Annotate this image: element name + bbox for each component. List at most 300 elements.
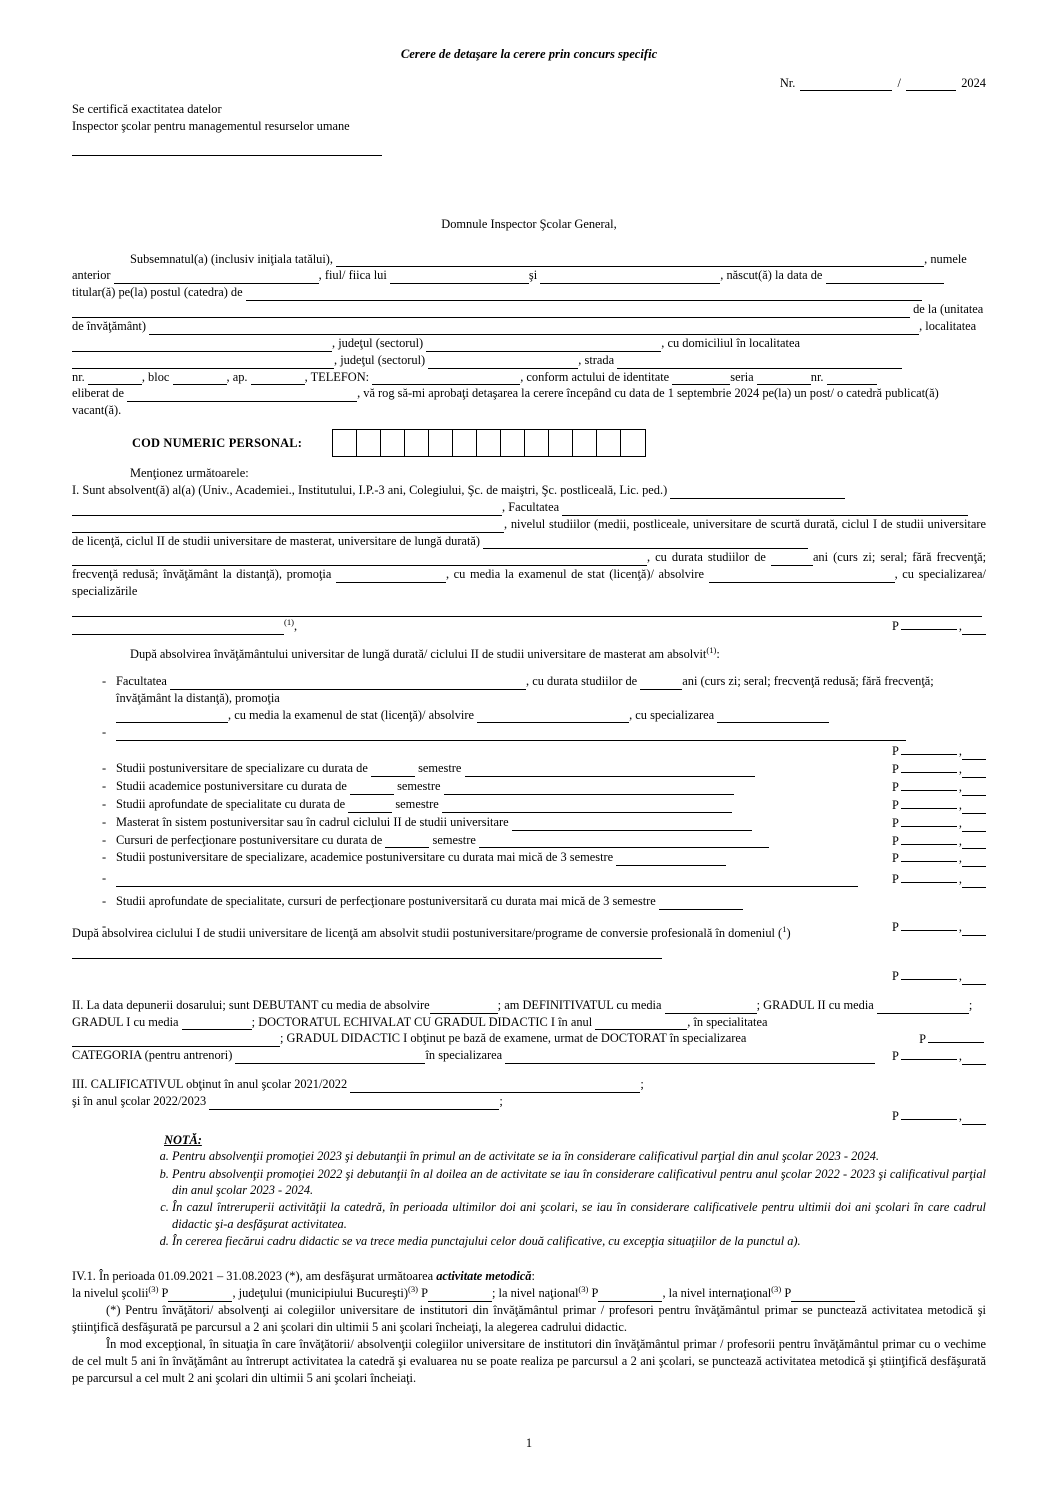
list-item — [102, 814, 986, 831]
intro-l6b: , cu domiciliul în localitatea — [661, 335, 800, 350]
intro-line-1 — [72, 251, 986, 268]
doctorat-year-blank[interactable] — [595, 1017, 687, 1030]
intro-l8e: , conform actului de identitate — [520, 369, 670, 384]
bullet-3-text-a: Masterat în sistem postuniversitar sau în cadrul ciclului II de studii universitare — [116, 814, 509, 829]
detail-blank[interactable] — [116, 874, 858, 887]
bullet-0-text-a: Studii postuniversitare de specializare cu durata de — [116, 761, 368, 776]
bullet-faculty-b: , cu durata studiilor de — [526, 673, 638, 688]
section2-l4a: CATEGORIA (pentru antrenori) — [72, 1048, 233, 1063]
promotion-blank[interactable] — [336, 570, 446, 583]
telephone-blank[interactable] — [372, 372, 520, 385]
cnp-digit[interactable] — [381, 430, 405, 456]
nota-item: b. Pentru absolvenţii promoţiei 2022 şi debutanţii în al doilea an de activitate se iau în considerare calificativul pentru anul şcolar 2022 - 2023 şi calificativul parţial din anul şcolar 2023 - 2024. — [172, 1166, 986, 1199]
intro-l8c: , ap. — [226, 369, 248, 384]
points-blank[interactable] — [901, 742, 957, 755]
section3-line-1 — [72, 1076, 986, 1093]
intro-line-4 — [72, 301, 986, 318]
bullet-faculty-a: Facultatea — [116, 673, 167, 688]
detail-blank[interactable] — [659, 897, 743, 910]
section1-line-2 — [72, 499, 986, 516]
list-item — [102, 760, 986, 777]
intro-l7b: , strada — [578, 352, 615, 367]
section2-l1a: II. La data depunerii dosarului; sunt DEBUTANT cu media de absolvire — [72, 997, 430, 1012]
bullet-5-text-a: Studii postuniversitare de specializare, academice postuniversitare cu durata mai mică de 3 semestre — [116, 850, 614, 865]
gradul2-grade-blank[interactable] — [877, 1001, 969, 1014]
semesters-blank[interactable] — [385, 835, 429, 848]
points-label: P — [891, 920, 899, 935]
intro-line-3 — [72, 284, 986, 301]
cnp-digit[interactable] — [597, 430, 621, 456]
gradul1-grade-blank[interactable] — [182, 1017, 252, 1030]
mentions-header-line — [72, 465, 986, 482]
nr-label: Nr. — [779, 75, 796, 90]
points-blank[interactable] — [901, 918, 957, 931]
faculty2-years-blank[interactable] — [640, 677, 682, 690]
points-comma: , — [958, 797, 962, 812]
intro-l1b: , numele — [924, 251, 967, 266]
cnp-digit[interactable] — [357, 430, 381, 456]
nr-blank[interactable] — [800, 78, 892, 91]
intro-l8b: , bloc — [141, 369, 170, 384]
section1-line-6 — [72, 617, 986, 635]
section4-l2b: P — [161, 1286, 169, 1301]
points-entry — [892, 760, 986, 778]
points-label: P — [891, 797, 899, 812]
section4-l2e: ; la nivel naţional — [492, 1286, 579, 1301]
points-decimal-blank[interactable] — [962, 972, 986, 985]
intro-line-2 — [72, 267, 986, 284]
category-specialization-blank[interactable] — [505, 1051, 875, 1064]
section4-l2f: P — [591, 1286, 599, 1301]
detail-blank[interactable] — [479, 835, 769, 848]
section4-l1c: : — [531, 1268, 535, 1283]
points-decimal-blank[interactable] — [962, 923, 986, 936]
footnote-marker: (1) — [284, 616, 295, 627]
intro-line-7 — [72, 352, 986, 369]
faculty-blank[interactable] — [562, 503, 968, 516]
section2-l1d: ; — [968, 997, 973, 1012]
points-label: P — [891, 780, 899, 795]
points-label: P — [891, 872, 899, 887]
section3-line-2 — [72, 1093, 986, 1124]
points-entry — [892, 832, 986, 850]
points-decimal-blank[interactable] — [962, 1112, 986, 1125]
duration-a: , cu durata studiilor de — [647, 550, 766, 565]
points-blank[interactable] — [901, 617, 957, 630]
cnp-digit[interactable] — [429, 430, 453, 456]
section1-line-4 — [72, 549, 986, 600]
section4-line-1 — [72, 1268, 986, 1285]
national-points-blank[interactable] — [598, 1289, 662, 1302]
points-label: P — [891, 833, 899, 848]
cnp-digit[interactable] — [477, 430, 501, 456]
points-entry — [892, 814, 986, 832]
post-blank-2[interactable] — [72, 305, 910, 318]
father-name-blank[interactable] — [390, 271, 529, 284]
section4-line-2 — [72, 1284, 986, 1302]
list-item-faculty — [102, 673, 986, 724]
footnote-comma: , — [294, 619, 298, 634]
points-entry — [892, 870, 986, 888]
studies-list — [72, 673, 986, 741]
cnp-section — [132, 429, 986, 457]
nota-item: c. În cazul întreruperii activităţii la catedră, în perioada ultimilor doi ani şcolari, se iau în considerare calificativele pentru ultimii doi ani şcolari în care cadrul didactic şi-a desfăşurat activitatea. — [172, 1199, 986, 1232]
section1-intro-line — [72, 482, 986, 499]
points-entry — [892, 849, 986, 867]
points-blank[interactable] — [901, 814, 957, 827]
page-number: 1 — [525, 1435, 533, 1450]
detail-blank[interactable] — [512, 818, 752, 831]
points-blank[interactable] — [901, 967, 957, 980]
section4-paragraph-1: (*) Pentru învăţători/ absolvenţi ai colegiilor universitare de institutori din învăţământul primar / profesori pentru învăţământul primar se punctează activitatea metodică şi ştiinţifică desfăşurată pe parcursul a 2 ani şcolari din ultimii 5 ani şcolari încheiaţi, la alegerea cadrului didactic. — [72, 1303, 986, 1335]
points-entry — [892, 1047, 986, 1065]
intro-line-6 — [72, 335, 986, 352]
cnp-digit[interactable] — [549, 430, 573, 456]
section2-l2b: ; DOCTORATUL ECHIVALAT CU GRADUL DIDACTIC I în anul — [251, 1014, 593, 1029]
cnp-label: COD NUMERIC PERSONAL: — [132, 435, 303, 450]
points-decimal-blank[interactable] — [962, 622, 986, 635]
intro-l8d: , TELEFON: — [304, 369, 370, 384]
bullet-2-text-b: semestre — [395, 796, 439, 811]
points-decimal-blank[interactable] — [962, 819, 986, 832]
section4-sup1: (3) — [148, 1284, 159, 1295]
section1-intro: I. Sunt absolvent(ă) al(a) (Univ., Academiei., Institutului, I.P.-3 ani, Colegiului, Şc. de maiştri, Şc. postliceală, Lic. ped.) — [72, 483, 668, 498]
section2-l2a: GRADUL I cu media — [72, 1014, 179, 1029]
section2-block — [72, 997, 986, 1064]
previous-name-blank[interactable] — [114, 271, 319, 284]
points-blank[interactable] — [901, 778, 957, 791]
points-entry — [892, 796, 986, 814]
cnp-boxes[interactable] — [332, 429, 646, 457]
semesters-blank[interactable] — [350, 782, 394, 795]
bullet-1-text-b: semestre — [397, 779, 441, 794]
duration-d: , cu specializarea/ specializările — [72, 567, 986, 599]
bullet-1-text-a: Studii academice postuniversitare cu durata de — [116, 779, 347, 794]
mother-name-blank[interactable] — [540, 271, 720, 284]
section3-l2b: ; — [499, 1094, 503, 1109]
list-item — [102, 893, 986, 910]
nr-date-blank[interactable] — [906, 78, 956, 91]
points-decimal-blank[interactable] — [962, 854, 986, 867]
points-comma: , — [958, 815, 962, 830]
certification-signature-line[interactable] — [72, 141, 382, 156]
intro-l9b: , vă rog să-mi aprobaţi detaşarea la cerere începând cu data de 1 septembrie 2024 pe(la) un post/ o catedră publicat(ă) — [357, 386, 939, 401]
home-locality-blank[interactable] — [72, 356, 334, 369]
intro-l3a: titular(ă) pe(la) postul (catedra) de — [72, 285, 243, 300]
years-blank[interactable] — [771, 553, 813, 566]
bullet-faculty-d: , cu media la examenul de stat (licenţă)/ absolvire — [228, 707, 474, 722]
after-long-studies-colon: : — [716, 647, 720, 662]
points-blank[interactable] — [901, 870, 957, 883]
after-cycle1-line-1 — [72, 924, 986, 942]
locality-blank[interactable] — [72, 339, 332, 352]
list-item-cont — [102, 870, 986, 887]
faculty2-promotion-blank[interactable] — [116, 710, 228, 723]
issued-by-blank[interactable] — [127, 389, 357, 402]
points-decimal-blank[interactable] — [962, 875, 986, 888]
intro-l2b: , fiul/ fiica lui — [318, 268, 387, 283]
cnp-digit[interactable] — [621, 430, 645, 456]
after-long-studies-sup: (1) — [706, 644, 717, 655]
school-unit-blank[interactable] — [149, 322, 919, 335]
cnp-digit[interactable] — [405, 430, 429, 456]
points-entry — [892, 617, 986, 635]
list-item — [102, 796, 986, 813]
after-cycle1-line-2 — [72, 942, 986, 959]
after-long-studies-text: După absolvirea învăţământului universitar de lungă durată/ ciclului II de studii universitare de masterat am absolvit — [130, 647, 707, 662]
spacer — [72, 160, 986, 216]
points-label: P — [891, 618, 899, 633]
specialization-blank-2[interactable] — [72, 622, 284, 635]
nota-title: NOTĂ: — [164, 1132, 202, 1147]
bullet-2-text-a: Studii aprofundate de specialitate cu durata de — [116, 796, 346, 811]
points-label: P — [891, 762, 899, 777]
points-comma: , — [958, 920, 962, 935]
bullet-faculty-c: ani (curs zi; seral; frecvenţă redusă; fără frecvenţă; învăţământ la distanţă), promoţia — [116, 673, 934, 705]
block-blank[interactable] — [173, 372, 227, 385]
level-blank-2[interactable] — [72, 553, 647, 566]
post-blank[interactable] — [246, 288, 922, 301]
intro-block — [72, 251, 986, 420]
document-year: 2024 — [961, 75, 986, 90]
points-decimal-blank[interactable] — [962, 1052, 986, 1065]
points-entry — [919, 1030, 986, 1048]
level-blank[interactable] — [483, 536, 808, 549]
mentions-header: Menţionez următoarele: — [130, 466, 249, 481]
faculty-label: , Facultatea — [502, 499, 560, 514]
detail-blank[interactable] — [444, 782, 734, 795]
intro-l8g: nr. — [810, 369, 824, 384]
school-points-blank[interactable] — [168, 1289, 232, 1302]
section2-line-1 — [72, 997, 986, 1014]
full-name-blank[interactable] — [336, 254, 924, 267]
doctorat-specialty-blank[interactable] — [72, 1034, 280, 1047]
points-decimal-blank[interactable] — [962, 765, 986, 778]
section2-l4b: în specializarea — [425, 1048, 503, 1063]
points-comma: , — [958, 968, 962, 983]
section4-sup3: (3) — [578, 1284, 589, 1295]
section3-block — [72, 1076, 986, 1124]
points-comma: , — [958, 744, 962, 759]
section4-l2c: , judeţului (municipiului Bucureşti) — [232, 1286, 408, 1301]
nota-item: a. Pentru absolvenţii promoţiei 2023 şi debutanţii în primul an de activitate se ia în considerare calificativul parţial din anul şcolar 2023 - 2024. — [172, 1148, 986, 1164]
section2-line-2 — [72, 1014, 986, 1031]
intro-l2c: şi — [528, 268, 538, 283]
points-blank[interactable] — [901, 849, 957, 862]
street-blank[interactable] — [617, 356, 902, 369]
detail-blank[interactable] — [442, 800, 732, 813]
points-line-faculty — [72, 742, 986, 760]
after-cycle1-a: După absolvirea ciclului I de studii universitare de licenţă am absolvit studii postuniversitare/programe de conversie profesională în domeniul ( — [72, 926, 783, 941]
debutant-grade-blank[interactable] — [430, 1001, 498, 1014]
nr-separator: / — [897, 75, 901, 90]
section4-l2d: P — [421, 1286, 429, 1301]
section2-l3a: ; GRADUL DIDACTIC I obţinut pe bază de examene, urmat de DOCTORAT în specializarea — [280, 1031, 747, 1046]
intro-line-8 — [72, 369, 986, 386]
faculty2-specialization-blank[interactable] — [717, 710, 829, 723]
section1-line-5 — [72, 600, 986, 617]
nota-block — [72, 1132, 986, 1250]
duration-c: , cu media la examenul de stat (licenţă)/ absolvire — [445, 567, 704, 582]
id-type-blank[interactable] — [672, 372, 730, 385]
points-label: P — [891, 851, 899, 866]
birth-date-blank[interactable] — [826, 271, 944, 284]
points-comma: , — [958, 1049, 962, 1064]
institution-blank-2[interactable] — [72, 503, 502, 516]
cnp-digit[interactable] — [573, 430, 597, 456]
detail-blank[interactable] — [616, 853, 726, 866]
points-decimal-blank[interactable] — [962, 783, 986, 796]
points-decimal-blank[interactable] — [962, 747, 986, 760]
section4-l2a: la nivelul şcolii — [72, 1286, 149, 1301]
section4-block — [72, 1268, 986, 1387]
intro-l8a: nr. — [72, 369, 85, 384]
points-label: P — [891, 968, 899, 983]
section4-l2g: , la nivel internaţional — [662, 1286, 772, 1301]
intro-l1a: Subsemnatul(a) (inclusiv iniţiala tatălui), — [130, 251, 334, 266]
points-label: P — [891, 744, 899, 759]
intro-l2a: anterior — [72, 268, 111, 283]
cnp-digit[interactable] — [501, 430, 525, 456]
document-number-row — [72, 75, 986, 91]
category-blank[interactable] — [235, 1051, 425, 1064]
points-entry — [892, 778, 986, 796]
section4-activity-label: activitate metodică — [436, 1268, 532, 1283]
points-comma: , — [958, 1109, 962, 1124]
section2-line-3 — [72, 1030, 986, 1047]
levels-text: , nivelul studiilor (medii, postliceale, universitare de scurtă durată, ciclul I de studii universitare de licenţă, ciclul II de studii universitare de masterat, universitare de lungă durată) — [72, 516, 986, 548]
nota-list — [132, 1148, 986, 1249]
points-comma: , — [958, 872, 962, 887]
nota-item: d. În cererea fiecărui cadru didactic se va trece media punctajului celor două calificative, cu excepţia situaţiilor de la punctul a). — [172, 1233, 986, 1249]
final-grade-blank[interactable] — [709, 570, 895, 583]
section4-l1a: IV.1. În perioada 01.09.2021 – 31.08.2023 (*), am desfăşurat următoarea — [72, 1268, 434, 1283]
county-points-blank[interactable] — [428, 1289, 492, 1302]
cnp-digit[interactable] — [525, 430, 549, 456]
specialization-blank[interactable] — [72, 604, 982, 617]
conversion-domain-blank[interactable] — [72, 946, 662, 959]
intro-l9a: eliberat de — [72, 386, 124, 401]
points-label: P — [891, 815, 899, 830]
intro-l5a: de învăţământ) — [72, 319, 146, 334]
street-nr-blank[interactable] — [88, 372, 142, 385]
institution-blank[interactable] — [670, 486, 845, 499]
section2-l1c: ; GRADUL II cu media — [756, 997, 874, 1012]
section3-l1b: ; — [640, 1077, 644, 1092]
after-cycle1-block — [72, 924, 986, 985]
points-entry — [892, 918, 986, 936]
points-decimal-blank[interactable] — [962, 801, 986, 814]
points-comma: , — [958, 780, 962, 795]
duration-b: ani (curs zi; seral; fără frecvenţă; frecvenţă redusă; învăţământ la distanţă), promoţia — [72, 550, 987, 582]
points-comma: , — [958, 833, 962, 848]
bullet-4-text-b: semestre — [432, 832, 476, 847]
list-item — [102, 849, 986, 866]
section2-l2c: , în specialitatea — [687, 1014, 768, 1029]
id-series-blank[interactable] — [757, 372, 811, 385]
section3-l1a: III. CALIFICATIVUL obţinut în anul şcolar 2021/2022 — [72, 1077, 348, 1092]
intro-l6a: , judeţul (sectorul) — [332, 335, 424, 350]
points-line-conversion — [72, 967, 986, 985]
semesters-blank[interactable] — [348, 800, 392, 813]
section4-paragraph-2: În mod excepţional, în situaţia în care învăţătorii/ absolvenţii colegiilor universitare de institutori din învăţământul primar / profesorii pentru învăţământul primar cu o vechime de cel mult 5 ani în învăţământ au întrerupt activitatea la catedră şi evaluarea nu se poate realiza pe parcursul a 2 ani şcolari, se punctează activitatea metodică şi ştiinţifică desfăşurată pe parcursul a cel mult 2 ani şcolari din ultimii 5 ani şcolari încheiaţi. — [72, 1337, 986, 1385]
points-blank[interactable] — [901, 760, 957, 773]
points-label: P — [919, 1032, 926, 1047]
addressee-line: Domnule Inspector Şcolar General, — [441, 217, 617, 232]
intro-l2d: , născut(ă) la data de — [720, 268, 823, 283]
intro-line-5 — [72, 318, 986, 335]
international-points-blank[interactable] — [791, 1289, 855, 1302]
home-county-blank[interactable] — [428, 356, 578, 369]
calificativ-2021-blank[interactable] — [350, 1080, 640, 1093]
after-long-studies-line — [72, 645, 986, 663]
detail-blank[interactable] — [465, 764, 755, 777]
intro-l8f: seria — [730, 369, 754, 384]
faculty2-grade-blank[interactable] — [477, 710, 629, 723]
section1-line-3 — [72, 516, 986, 550]
points-blank[interactable] — [901, 832, 957, 845]
points-blank[interactable] — [901, 1107, 957, 1120]
points-comma: , — [958, 618, 962, 633]
section3-l2a: şi în anul şcolar 2022/2023 — [72, 1094, 207, 1109]
bullet-faculty-e: , cu specializarea — [629, 707, 715, 722]
section4-l2h: P — [784, 1286, 792, 1301]
points-entry — [892, 1107, 986, 1125]
cnp-digit[interactable] — [333, 430, 357, 456]
certification-line-2: Inspector şcolar pentru managementul resurselor umane — [72, 119, 350, 134]
certification-line-1: Se certifică exactitatea datelor — [72, 101, 222, 116]
id-number-blank[interactable] — [827, 372, 877, 385]
points-blank[interactable] — [928, 1030, 984, 1043]
faculty-blank-2[interactable] — [72, 520, 504, 533]
semesters-blank[interactable] — [371, 764, 415, 777]
after-cycle1-sup: 1 — [782, 924, 787, 935]
points-comma: , — [958, 762, 962, 777]
intro-l7a: , judeţul (sectorul) — [334, 352, 426, 367]
certification-block — [72, 101, 986, 156]
section2-line-4 — [72, 1047, 986, 1064]
points-label: P — [891, 1109, 899, 1124]
mentions-block — [72, 465, 986, 635]
section4-sup2: (3) — [407, 1284, 418, 1295]
document-title: Cerere de detaşare la cerere prin concurs specific — [400, 47, 658, 61]
points-blank[interactable] — [901, 1047, 957, 1060]
list-item — [102, 832, 986, 849]
points-label: P — [891, 1049, 899, 1064]
bullet-6-text-a: Studii aprofundate de specialitate, cursuri de perfecţionare postuniversitară cu durata mai mică de 3 semestre — [116, 894, 656, 909]
section2-l1b: ; am DEFINITIVATUL cu media — [497, 997, 662, 1012]
points-comma: , — [958, 851, 962, 866]
faculty2-blank[interactable] — [170, 677, 526, 690]
intro-l4a: de la (unitatea — [913, 302, 984, 317]
definitivat-grade-blank[interactable] — [665, 1001, 757, 1014]
faculty2-specialization-blank-2[interactable] — [116, 728, 906, 741]
after-cycle1-b: ) — [786, 926, 791, 941]
county-blank[interactable] — [426, 339, 661, 352]
section4-sup4: (3) — [771, 1284, 782, 1295]
intro-line-10: vacant(ă). — [72, 403, 122, 418]
calificativ-2022-blank[interactable] — [209, 1097, 499, 1110]
list-item — [102, 778, 986, 795]
intro-line-9 — [72, 385, 986, 402]
cnp-digit[interactable] — [453, 430, 477, 456]
bullet-0-text-b: semestre — [418, 761, 462, 776]
apartment-blank[interactable] — [251, 372, 305, 385]
list-item-faculty-cont — [102, 724, 986, 741]
points-blank[interactable] — [901, 796, 957, 809]
bullet-4-text-a: Cursuri de perfecţionare postuniversitare cu durata de — [116, 832, 383, 847]
points-decimal-blank[interactable] — [962, 836, 986, 849]
